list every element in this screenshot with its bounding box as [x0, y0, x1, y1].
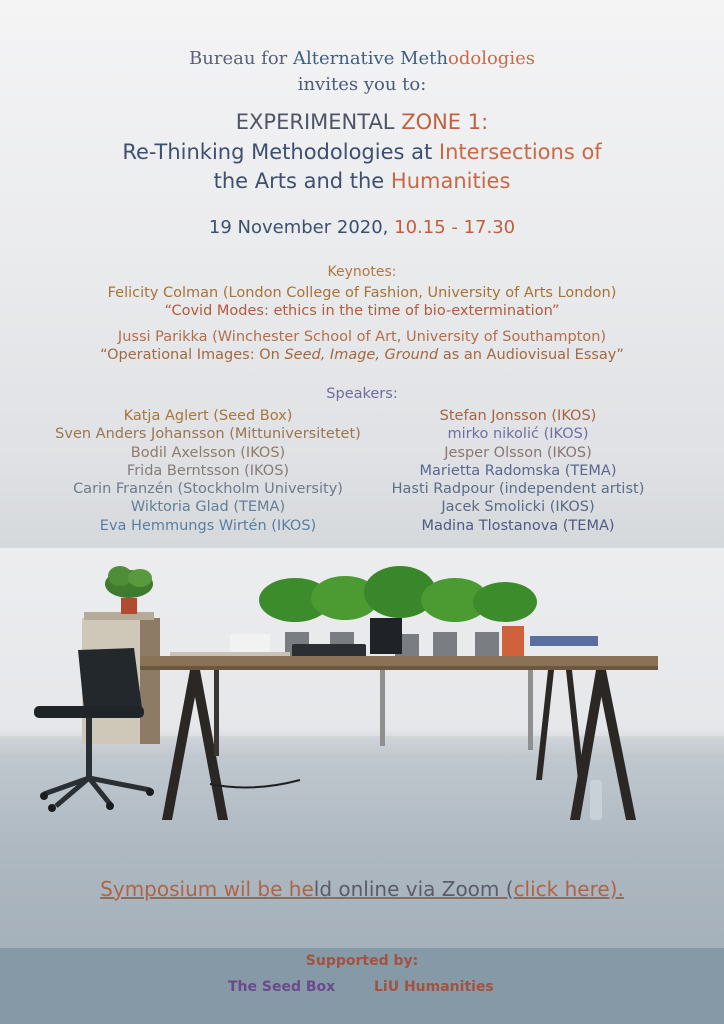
keynote-1-title: “Covid Modes: ethics in the time of bio-extermination”	[164, 303, 560, 319]
speaker-item: Carin Franzén (Stockholm University)	[73, 481, 343, 498]
speaker-item: mirko nikolić (IKOS)	[447, 426, 589, 443]
speaker-item: Bodil Axelsson (IKOS)	[130, 444, 286, 461]
sponsor-liu-humanities: LiU Humanities	[374, 979, 494, 995]
keynote-2-title-em: Seed, Image, Ground	[284, 347, 439, 363]
keynote-1-speaker: Felicity Colman (London College of Fashion, University of Arts London)	[107, 285, 617, 301]
keynote-2-title	[0, 347, 724, 363]
speaker-item: Hasti Radpour (independent artist)	[391, 481, 645, 498]
title-1b: ZONE 1:	[401, 110, 489, 134]
speakers-right-column	[358, 407, 678, 535]
speaker-item: Katja Aglert (Seed Box)	[123, 408, 293, 424]
title-line-3	[0, 169, 724, 193]
date-time: 10.15 - 17.30	[394, 217, 516, 238]
floor	[0, 738, 724, 948]
speaker-item: Jacek Smolicki (IKOS)	[441, 499, 595, 516]
keynote-2-speaker: Jussi Parikka (Winchester School of Art, University of Southampton)	[117, 329, 607, 345]
speaker-item: Marietta Radomska (TEMA)	[419, 462, 617, 479]
keynotes-label: Keynotes:	[327, 264, 397, 280]
speaker-item: Frida Berntsson (IKOS)	[126, 462, 290, 479]
small-plant	[105, 566, 153, 614]
keynote-2-title-a: “Operational Images: On	[100, 347, 285, 363]
zoom-link-text-2[interactable]: ld online via Zoom (	[313, 877, 514, 901]
event-date	[0, 217, 724, 238]
speaker-item: Sven Anders Johansson (Mittuniversitetet)	[55, 426, 361, 443]
org-text-2: Alternative Meth	[292, 48, 448, 69]
title-line-1	[0, 110, 724, 134]
speaker-item: Jesper Olsson (IKOS)	[444, 444, 592, 461]
sponsor-seed-box: The Seed Box	[228, 979, 336, 995]
speaker-item: Madina Tlostanova (TEMA)	[421, 517, 615, 534]
zoom-link-text-3[interactable]: click here).	[513, 877, 624, 901]
date-day: 19 November 2020,	[208, 217, 395, 238]
invite-line: invites you to:	[297, 74, 427, 95]
water-bottle	[590, 780, 602, 820]
table-objects	[170, 618, 598, 658]
speakers-left-column	[30, 407, 386, 535]
zoom-link[interactable]	[0, 877, 724, 901]
org-text-3: odologies	[448, 48, 535, 69]
organizer-line	[0, 48, 724, 69]
speakers-label: Speakers:	[326, 386, 398, 402]
footer	[0, 948, 724, 1024]
title-line-2	[0, 140, 724, 164]
title-2b: Intersections of	[438, 140, 602, 164]
keynote-2-title-b: as an Audiovisual Essay”	[438, 347, 624, 363]
supported-by-label: Supported by:	[305, 953, 419, 969]
title-2a: Re-Thinking Methodologies at	[122, 140, 439, 164]
org-text-1: Bureau for	[189, 48, 293, 69]
speaker-item: Eva Hemmungs Wirtén (IKOS)	[99, 517, 317, 534]
speaker-item: Wiktoria Glad (TEMA)	[130, 499, 286, 516]
speaker-item: Stefan Jonsson (IKOS)	[439, 408, 597, 424]
title-1a: EXPERIMENTAL	[235, 110, 402, 134]
title-3b: Humanities	[390, 169, 511, 193]
zoom-link-text-1[interactable]: Symposium wil be he	[100, 877, 314, 901]
title-3a: the Arts and the	[213, 169, 391, 193]
